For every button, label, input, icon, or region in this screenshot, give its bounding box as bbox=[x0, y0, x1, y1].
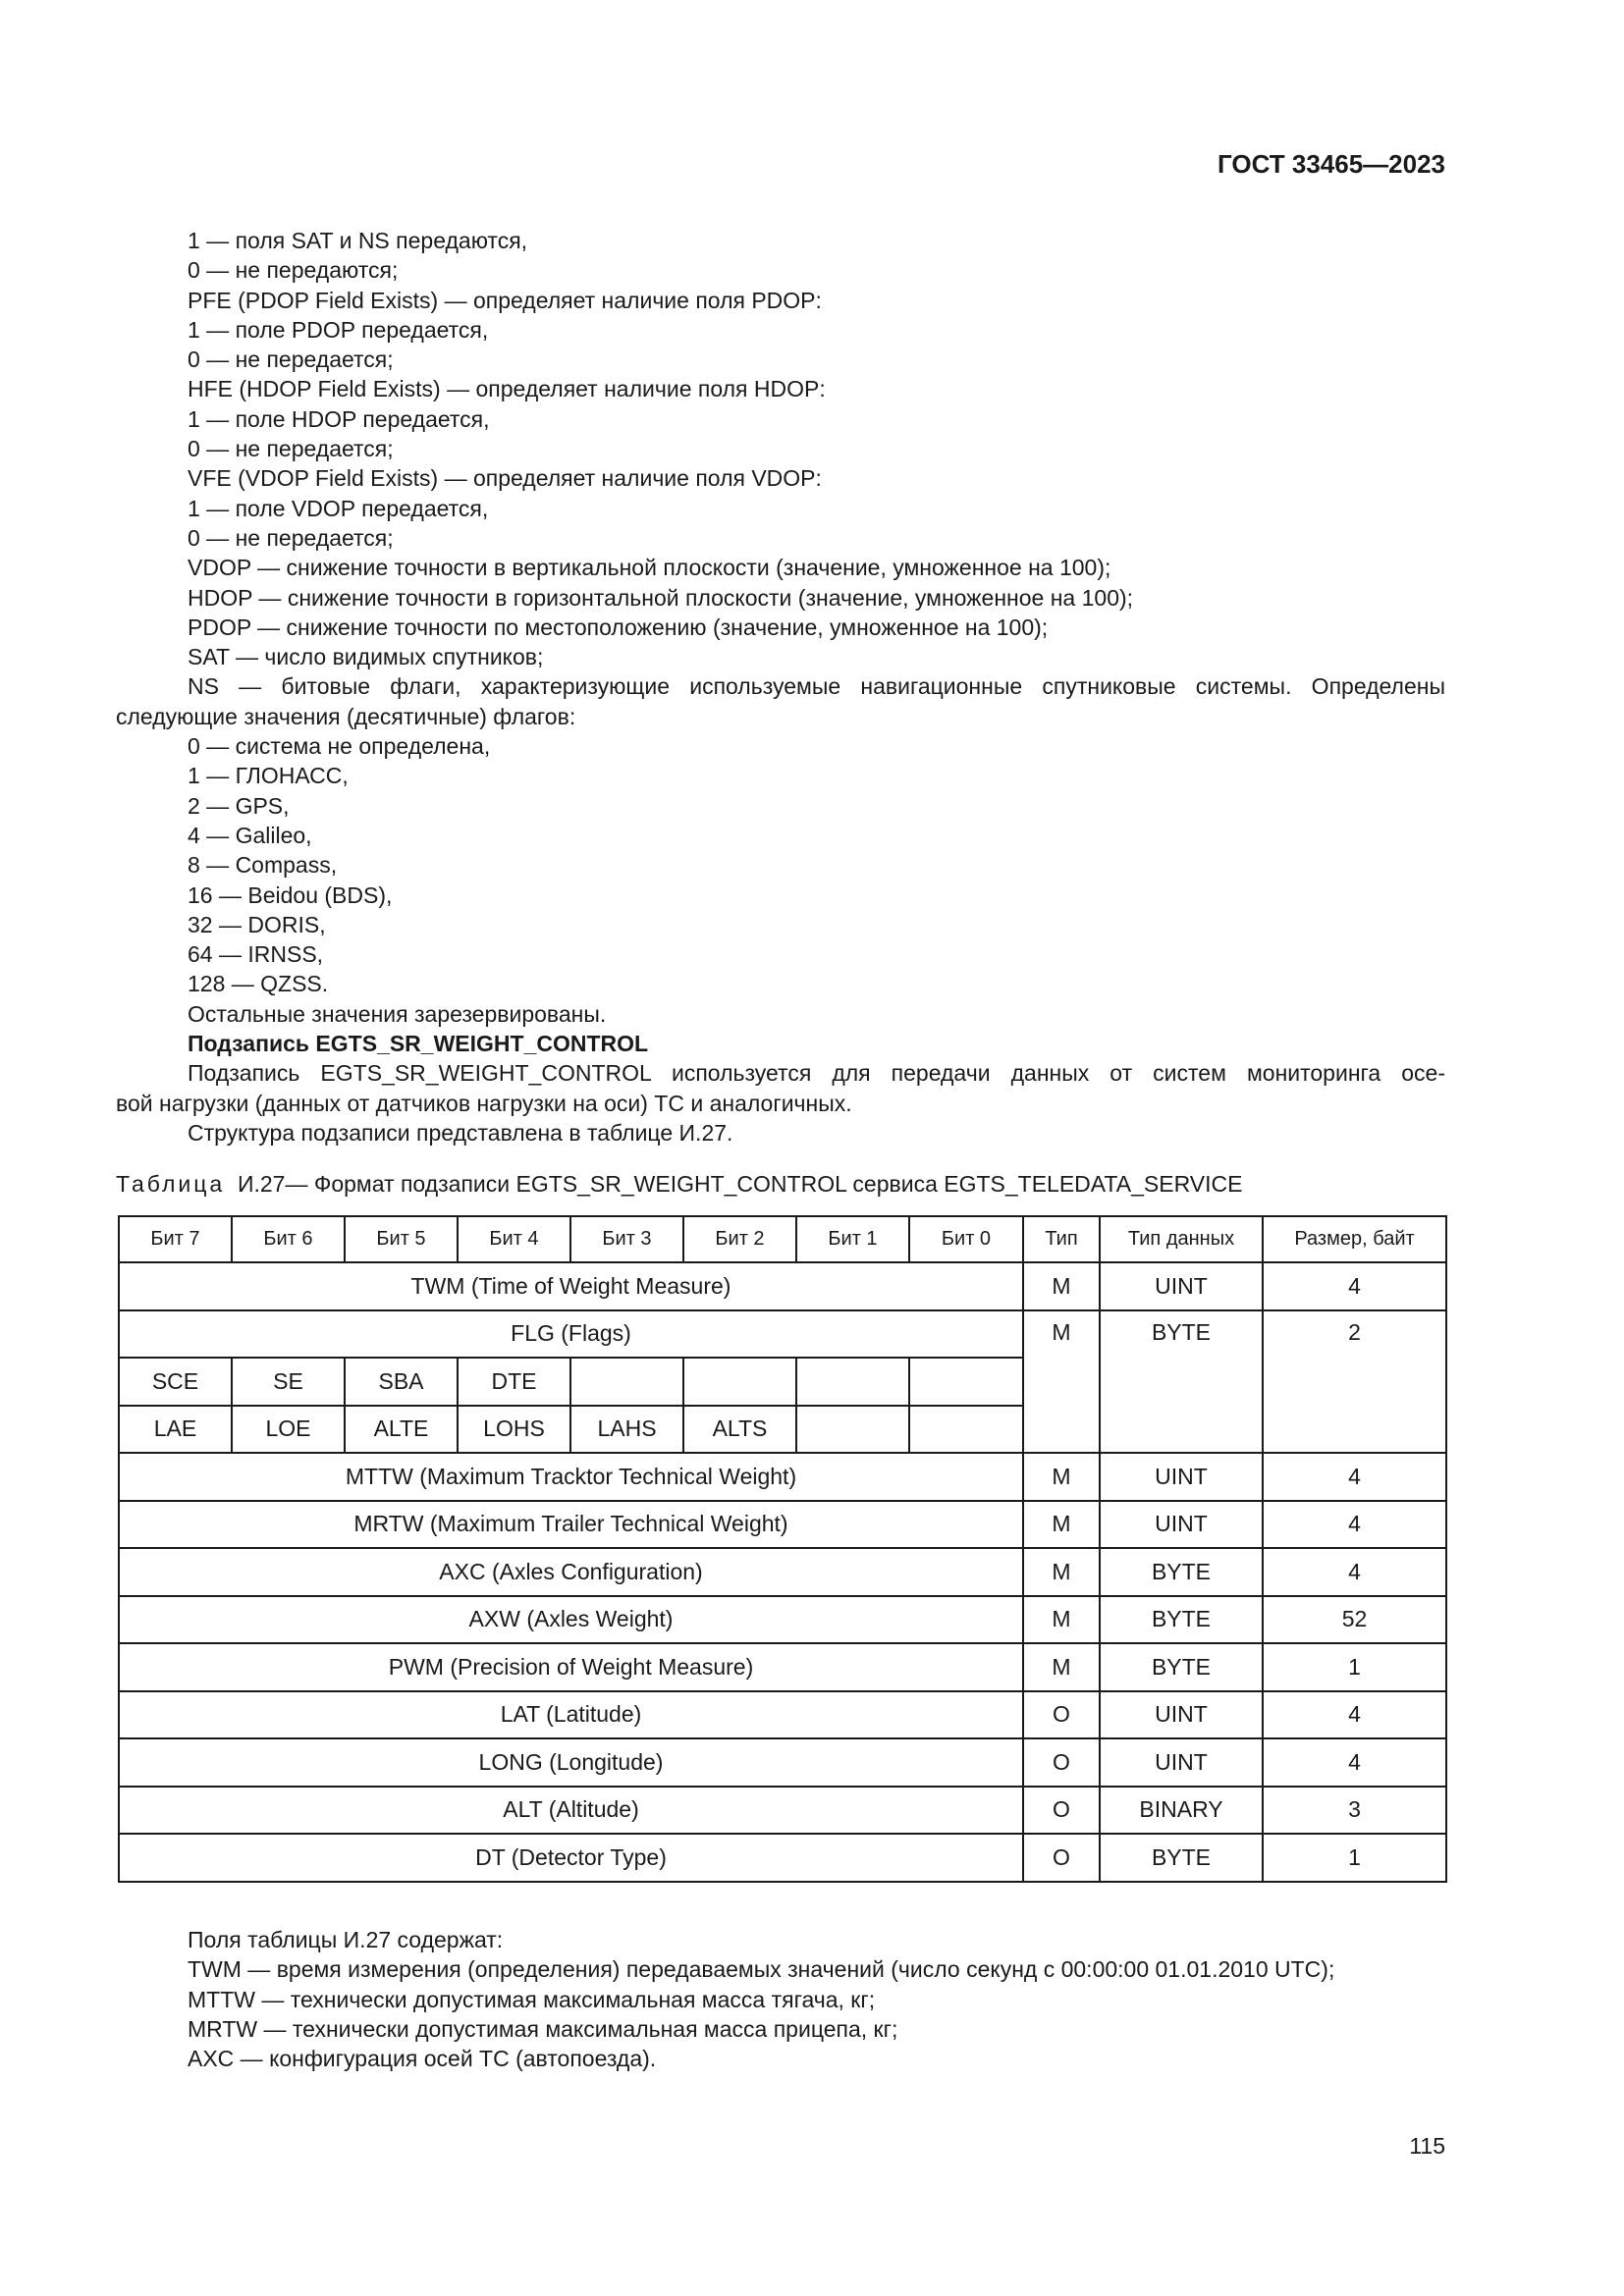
field-name-cell: ALT (Altitude) bbox=[119, 1787, 1023, 1835]
header-cell: Бит 2 bbox=[683, 1216, 796, 1262]
field-type-cell: O bbox=[1023, 1787, 1100, 1835]
field-datatype-cell: UINT bbox=[1100, 1262, 1263, 1310]
table-header-row bbox=[119, 1216, 1446, 1262]
flag-value-line: 128 — QZSS. bbox=[188, 971, 329, 997]
header-cell: Бит 1 bbox=[796, 1216, 909, 1262]
table-caption-text: И.27— Формат подзаписи EGTS_SR_WEIGHT_CONTROL сервиса EGTS_TELEDATA_SERVICE bbox=[237, 1171, 1243, 1197]
field-name-cell: LAT (Latitude) bbox=[119, 1691, 1023, 1739]
field-type-cell: M bbox=[1023, 1501, 1100, 1549]
flag-value-line: 2 — GPS, bbox=[188, 792, 290, 819]
field-type-cell: M bbox=[1023, 1262, 1100, 1310]
field-name-cell: AXC (Axles Configuration) bbox=[119, 1548, 1023, 1596]
format-table bbox=[118, 1215, 1447, 1883]
flag-bit-cell bbox=[909, 1358, 1023, 1406]
flag-bit-cell: ALTE bbox=[345, 1406, 458, 1454]
flag-bit-cell: LAHS bbox=[570, 1406, 683, 1454]
field-datatype-cell: BYTE bbox=[1100, 1548, 1263, 1596]
field-datatype-cell: UINT bbox=[1100, 1691, 1263, 1739]
field-datatype-cell: BYTE bbox=[1100, 1643, 1263, 1691]
header-cell: Бит 6 bbox=[232, 1216, 345, 1262]
field-datatype-cell: BINARY bbox=[1100, 1787, 1263, 1835]
header-cell: Размер, байт bbox=[1263, 1216, 1446, 1262]
field-datatype-cell: UINT bbox=[1100, 1501, 1263, 1549]
flag-bit-cell: SCE bbox=[119, 1358, 232, 1406]
field-size-cell: 2 bbox=[1263, 1310, 1446, 1454]
text-line: 0 — не передается; bbox=[188, 436, 394, 462]
field-type-cell: O bbox=[1023, 1834, 1100, 1882]
text-line: 0 — не передается; bbox=[188, 347, 394, 373]
field-size-cell: 1 bbox=[1263, 1834, 1446, 1882]
field-size-cell: 52 bbox=[1263, 1596, 1446, 1644]
header-cell: Бит 4 bbox=[458, 1216, 570, 1262]
text-line: Остальные значения зарезервированы. bbox=[188, 1000, 607, 1027]
flag-value-line: 1 — ГЛОНАСС, bbox=[188, 763, 349, 789]
table-caption bbox=[116, 1171, 1445, 1198]
text-line: MRTW — технически допустимая максимальная масса прицепа, кг; bbox=[188, 2015, 898, 2042]
header-cell: Тип данных bbox=[1100, 1216, 1263, 1262]
field-type-cell: O bbox=[1023, 1691, 1100, 1739]
table-row bbox=[119, 1691, 1446, 1739]
field-type-cell: M bbox=[1023, 1310, 1100, 1454]
field-name-cell: DT (Detector Type) bbox=[119, 1834, 1023, 1882]
text-line: PFE (PDOP Field Exists) — определяет наличие поля PDOP: bbox=[188, 287, 822, 313]
field-name-cell: AXW (Axles Weight) bbox=[119, 1596, 1023, 1644]
text-line: 0 — не передаются; bbox=[188, 257, 399, 284]
flag-value-line: 64 — IRNSS, bbox=[188, 941, 324, 968]
text-line: HFE (HDOP Field Exists) — определяет наличие поля HDOP: bbox=[188, 376, 826, 402]
flag-value-line: 32 — DORIS, bbox=[188, 911, 326, 937]
table-caption-label: Таблица bbox=[116, 1171, 226, 1197]
field-size-cell: 3 bbox=[1263, 1787, 1446, 1835]
header-cell: Бит 0 bbox=[909, 1216, 1023, 1262]
text-line: 1 — поля SAT и NS передаются, bbox=[188, 228, 528, 253]
table-row bbox=[119, 1596, 1446, 1644]
field-name-cell: TWM (Time of Weight Measure) bbox=[119, 1262, 1023, 1310]
text-line: 0 — не передается; bbox=[188, 524, 394, 551]
text-line: 1 — поле HDOP передается, bbox=[188, 405, 490, 432]
text-line: Структура подзаписи представлена в таблице И.27. bbox=[188, 1119, 733, 1146]
field-datatype-cell: BYTE bbox=[1100, 1596, 1263, 1644]
document-standard-header: ГОСТ 33465—2023 bbox=[1218, 149, 1445, 179]
text-line: HDOP — снижение точности в горизонтальной плоскости (значение, умноженное на 100); bbox=[188, 584, 1134, 611]
text-line: SAT — число видимых спутников; bbox=[188, 644, 544, 670]
field-name-cell: MRTW (Maximum Trailer Technical Weight) bbox=[119, 1501, 1023, 1549]
field-size-cell: 4 bbox=[1263, 1501, 1446, 1549]
field-type-cell: M bbox=[1023, 1548, 1100, 1596]
table-row bbox=[119, 1501, 1446, 1549]
field-datatype-cell: UINT bbox=[1100, 1738, 1263, 1787]
flag-bit-cell bbox=[683, 1358, 796, 1406]
flag-bit-cell bbox=[796, 1406, 909, 1454]
flag-bit-cell: LAE bbox=[119, 1406, 232, 1454]
field-type-cell: M bbox=[1023, 1643, 1100, 1691]
field-size-cell: 4 bbox=[1263, 1262, 1446, 1310]
table-row bbox=[119, 1310, 1446, 1359]
field-type-cell: O bbox=[1023, 1738, 1100, 1787]
field-datatype-cell: BYTE bbox=[1100, 1310, 1263, 1454]
flag-bit-cell bbox=[796, 1358, 909, 1406]
text-line: AXC — конфигурация осей ТС (автопоезда). bbox=[188, 2046, 657, 2072]
flag-value-line: 0 — система не определена, bbox=[188, 733, 491, 760]
field-type-cell: M bbox=[1023, 1453, 1100, 1501]
flag-bit-cell: DTE bbox=[458, 1358, 570, 1406]
text-line: VDOP — снижение точности в вертикальной плоскости (значение, умноженное на 100); bbox=[188, 555, 1111, 581]
subrecord-heading: Подзапись EGTS_SR_WEIGHT_CONTROL bbox=[188, 1031, 649, 1057]
field-name-cell: LONG (Longitude) bbox=[119, 1738, 1023, 1787]
text-line: Подзапись EGTS_SR_WEIGHT_CONTROL используется для передачи данных от систем мониторинга осе- bbox=[188, 1060, 1445, 1087]
table-row bbox=[119, 1643, 1446, 1691]
header-cell: Тип bbox=[1023, 1216, 1100, 1262]
text-line: 1 — поле PDOP передается, bbox=[188, 316, 489, 343]
table-row bbox=[119, 1453, 1446, 1501]
field-size-cell: 4 bbox=[1263, 1691, 1446, 1739]
text-line: вой нагрузки (данных от датчиков нагрузки на оси) ТС и аналогичных. bbox=[116, 1090, 852, 1116]
table-row bbox=[119, 1738, 1446, 1787]
text-line: TWM — время измерения (определения) передаваемых значений (число секунд с 00:00:00 01.01.2010 UTC); bbox=[188, 1956, 1335, 1983]
field-name-cell: PWM (Precision of Weight Measure) bbox=[119, 1643, 1023, 1691]
text-line: NS — битовые флаги, характеризующие используемые навигационные спутниковые системы. Определены bbox=[188, 673, 1445, 700]
text-line: следующие значения (десятичные) флагов: bbox=[116, 703, 576, 729]
flag-bit-cell: SE bbox=[232, 1358, 345, 1406]
field-datatype-cell: BYTE bbox=[1100, 1834, 1263, 1882]
flag-value-line: 16 — Beidou (BDS), bbox=[188, 881, 393, 908]
flag-bit-cell: SBA bbox=[345, 1358, 458, 1406]
text-line: MTTW — технически допустимая максимальная масса тягача, кг; bbox=[188, 1986, 876, 2012]
table-row bbox=[119, 1262, 1446, 1310]
flag-value-line: 4 — Galileo, bbox=[188, 822, 312, 848]
table-fields-description bbox=[116, 1925, 1445, 2073]
flag-bit-cell: ALTS bbox=[683, 1406, 796, 1454]
header-cell: Бит 3 bbox=[570, 1216, 683, 1262]
field-size-cell: 4 bbox=[1263, 1453, 1446, 1501]
field-datatype-cell: UINT bbox=[1100, 1453, 1263, 1501]
flag-bit-cell bbox=[909, 1406, 1023, 1454]
header-cell: Бит 7 bbox=[119, 1216, 232, 1262]
table-row bbox=[119, 1548, 1446, 1596]
field-type-cell: M bbox=[1023, 1596, 1100, 1644]
page-number: 115 bbox=[1409, 2133, 1445, 2159]
field-size-cell: 1 bbox=[1263, 1643, 1446, 1691]
flag-bit-cell bbox=[570, 1358, 683, 1406]
field-name-cell: MTTW (Maximum Tracktor Technical Weight) bbox=[119, 1453, 1023, 1501]
field-size-cell: 4 bbox=[1263, 1548, 1446, 1596]
body-text bbox=[116, 226, 1445, 1148]
field-size-cell: 4 bbox=[1263, 1738, 1446, 1787]
table-row bbox=[119, 1834, 1446, 1882]
header-cell: Бит 5 bbox=[345, 1216, 458, 1262]
field-name-cell: FLG (Flags) bbox=[119, 1310, 1023, 1359]
flag-bit-cell: LOHS bbox=[458, 1406, 570, 1454]
text-line: PDOP — снижение точности по местоположению (значение, умноженное на 100); bbox=[188, 614, 1049, 640]
table-row bbox=[119, 1787, 1446, 1835]
text-line: Поля таблицы И.27 содержат: bbox=[188, 1927, 504, 1952]
text-line: 1 — поле VDOP передается, bbox=[188, 495, 489, 521]
flag-value-line: 8 — Compass, bbox=[188, 852, 338, 879]
text-line: VFE (VDOP Field Exists) — определяет наличие поля VDOP: bbox=[188, 465, 822, 492]
flag-bit-cell: LOE bbox=[232, 1406, 345, 1454]
